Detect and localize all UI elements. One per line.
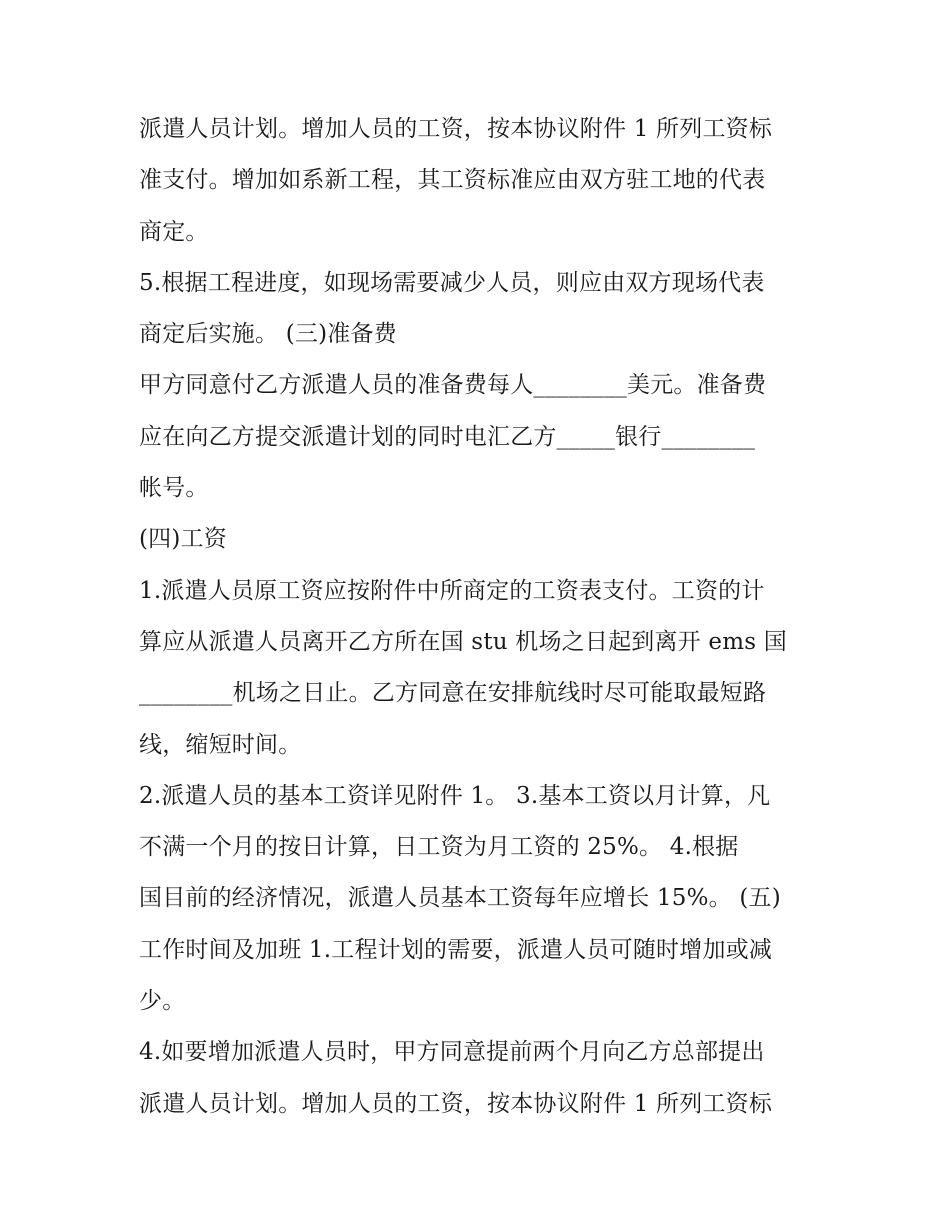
text-line: 商定后实施。 (三)准备费 [139, 321, 397, 348]
text-line: 甲方同意付乙方派遣人员的准备费每人________美元。准备费 [139, 372, 767, 399]
text-line: 国目前的经济情况，派遣人员基本工资每年应增长 15%。 (五) [139, 885, 781, 912]
text-line: 2.派遣人员的基本工资详见附件 1。 3.基本工资以月计算，凡 [139, 782, 771, 809]
text-line: 派遣人员计划。增加人员的工资，按本协议附件 1 所列工资标 [139, 1090, 773, 1117]
text-line: 不满一个月的按日计算，日工资为月工资的 25%。 4.根据 [139, 834, 739, 861]
text-line: 帐号。 [139, 475, 209, 502]
text-line: 商定。 [139, 218, 209, 245]
body-text [139, 104, 819, 1130]
text-line: 4.如要增加派遣人员时，甲方同意提前两个月向乙方总部提出 [139, 1039, 765, 1066]
text-line: 1.派遣人员原工资应按附件中所商定的工资表支付。工资的计 [139, 577, 765, 604]
text-line: 准支付。增加如系新工程，其工资标准应由双方驻工地的代表 [139, 167, 766, 194]
text-line: ________机场之日止。乙方同意在安排航线时尽可能取最短路 [139, 680, 767, 707]
section-heading: (四)工资 [139, 526, 227, 553]
text-line: 工作时间及加班 1.工程计划的需要，派遣人员可随时增加或减 [139, 936, 773, 963]
text-line: 少。 [139, 988, 186, 1015]
text-line: 5.根据工程进度，如现场需要减少人员，则应由双方现场代表 [139, 269, 765, 296]
text-line: 派遣人员计划。增加人员的工资，按本协议附件 1 所列工资标 [139, 116, 773, 142]
text-line: 应在向乙方提交派遣计划的同时电汇乙方_____银行________ [139, 423, 756, 450]
text-line: 算应从派遣人员离开乙方所在国 stu 机场之日起到离开 ems 国 [139, 628, 787, 655]
text-line: 线，缩短时间。 [139, 731, 302, 758]
